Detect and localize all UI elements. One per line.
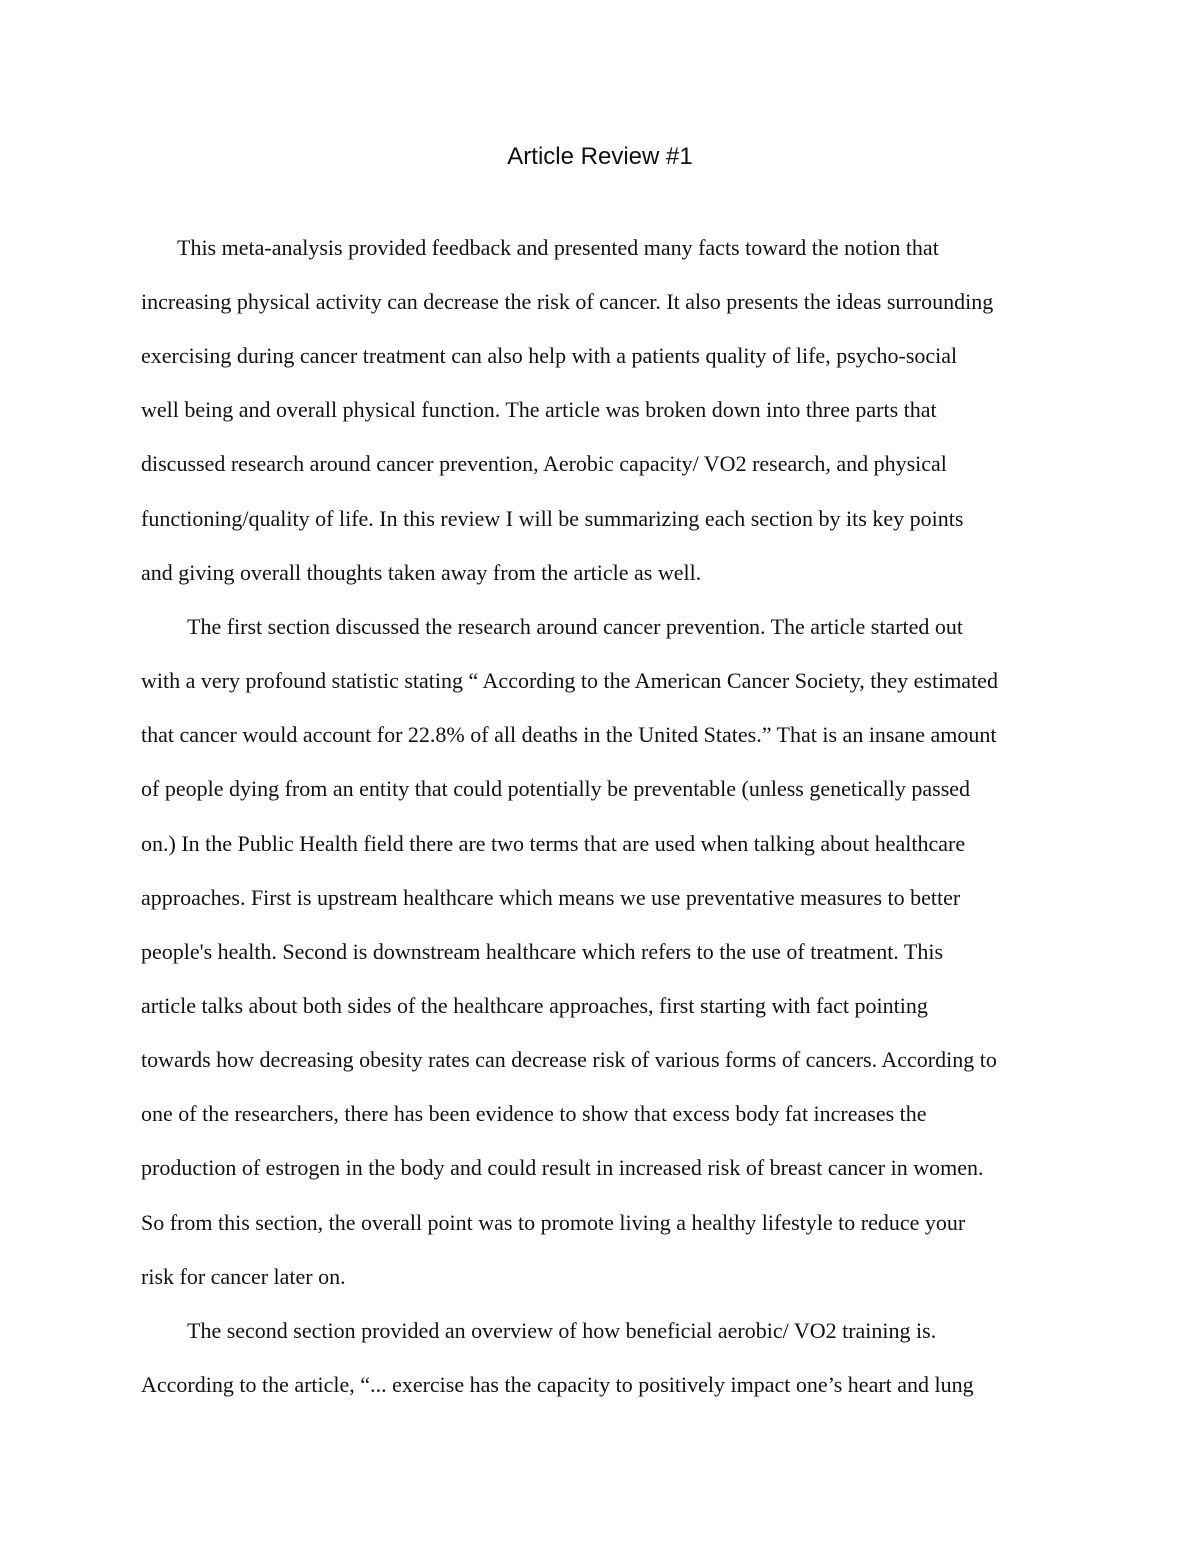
paragraph-line: one of the researchers, there has been evidence to show that excess body fat increases the	[141, 1101, 927, 1126]
paragraph-line: and giving overall thoughts taken away from the article as well.	[141, 560, 702, 585]
paragraph-line: well being and overall physical function. The article was broken down into three parts that	[141, 397, 937, 422]
paragraph-line: of people dying from an entity that could potentially be preventable (unless genetically passed	[141, 776, 971, 801]
paragraph-line: According to the article, “... exercise has the capacity to positively impact one’s heart and lung	[141, 1372, 974, 1397]
paragraph-line: The second section provided an overview of how beneficial aerobic/ VO2 training is.	[187, 1318, 937, 1343]
paragraph-line: article talks about both sides of the healthcare approaches, first starting with fact pointing	[141, 993, 928, 1018]
paragraph-line: on.) In the Public Health field there are two terms that are used when talking about healthcare	[141, 831, 966, 856]
paragraph-line: approaches. First is upstream healthcare which means we use preventative measures to better	[141, 885, 961, 910]
paragraph-line: The first section discussed the research around cancer prevention. The article started out	[187, 614, 964, 639]
page-title: Article Review #1	[507, 143, 693, 170]
paragraph-line: production of estrogen in the body and could result in increased risk of breast cancer in women.	[141, 1155, 984, 1180]
paragraph-line: increasing physical activity can decrease the risk of cancer. It also presents the ideas surrounding	[141, 289, 994, 314]
paragraph-line: with a very profound statistic stating “ According to the American Cancer Society, they estimated	[141, 668, 998, 693]
paragraph-line: towards how decreasing obesity rates can decrease risk of various forms of cancers. According to	[141, 1047, 997, 1072]
paragraph-line: people's health. Second is downstream healthcare which refers to the use of treatment. This	[141, 939, 944, 964]
paragraph-line: that cancer would account for 22.8% of all deaths in the United States.” That is an insane amount	[141, 722, 997, 747]
paragraph-line: exercising during cancer treatment can also help with a patients quality of life, psycho-social	[141, 343, 958, 368]
paragraph-line: So from this section, the overall point was to promote living a healthy lifestyle to reduce your	[141, 1210, 966, 1235]
paragraph-line: This meta-analysis provided feedback and presented many facts toward the notion that	[177, 235, 939, 260]
paragraph-line: discussed research around cancer prevention, Aerobic capacity/ VO2 research, and physical	[141, 451, 947, 476]
paragraph-line: functioning/quality of life. In this review I will be summarizing each section by its key points	[141, 506, 964, 531]
paragraph-line: risk for cancer later on.	[141, 1264, 346, 1289]
